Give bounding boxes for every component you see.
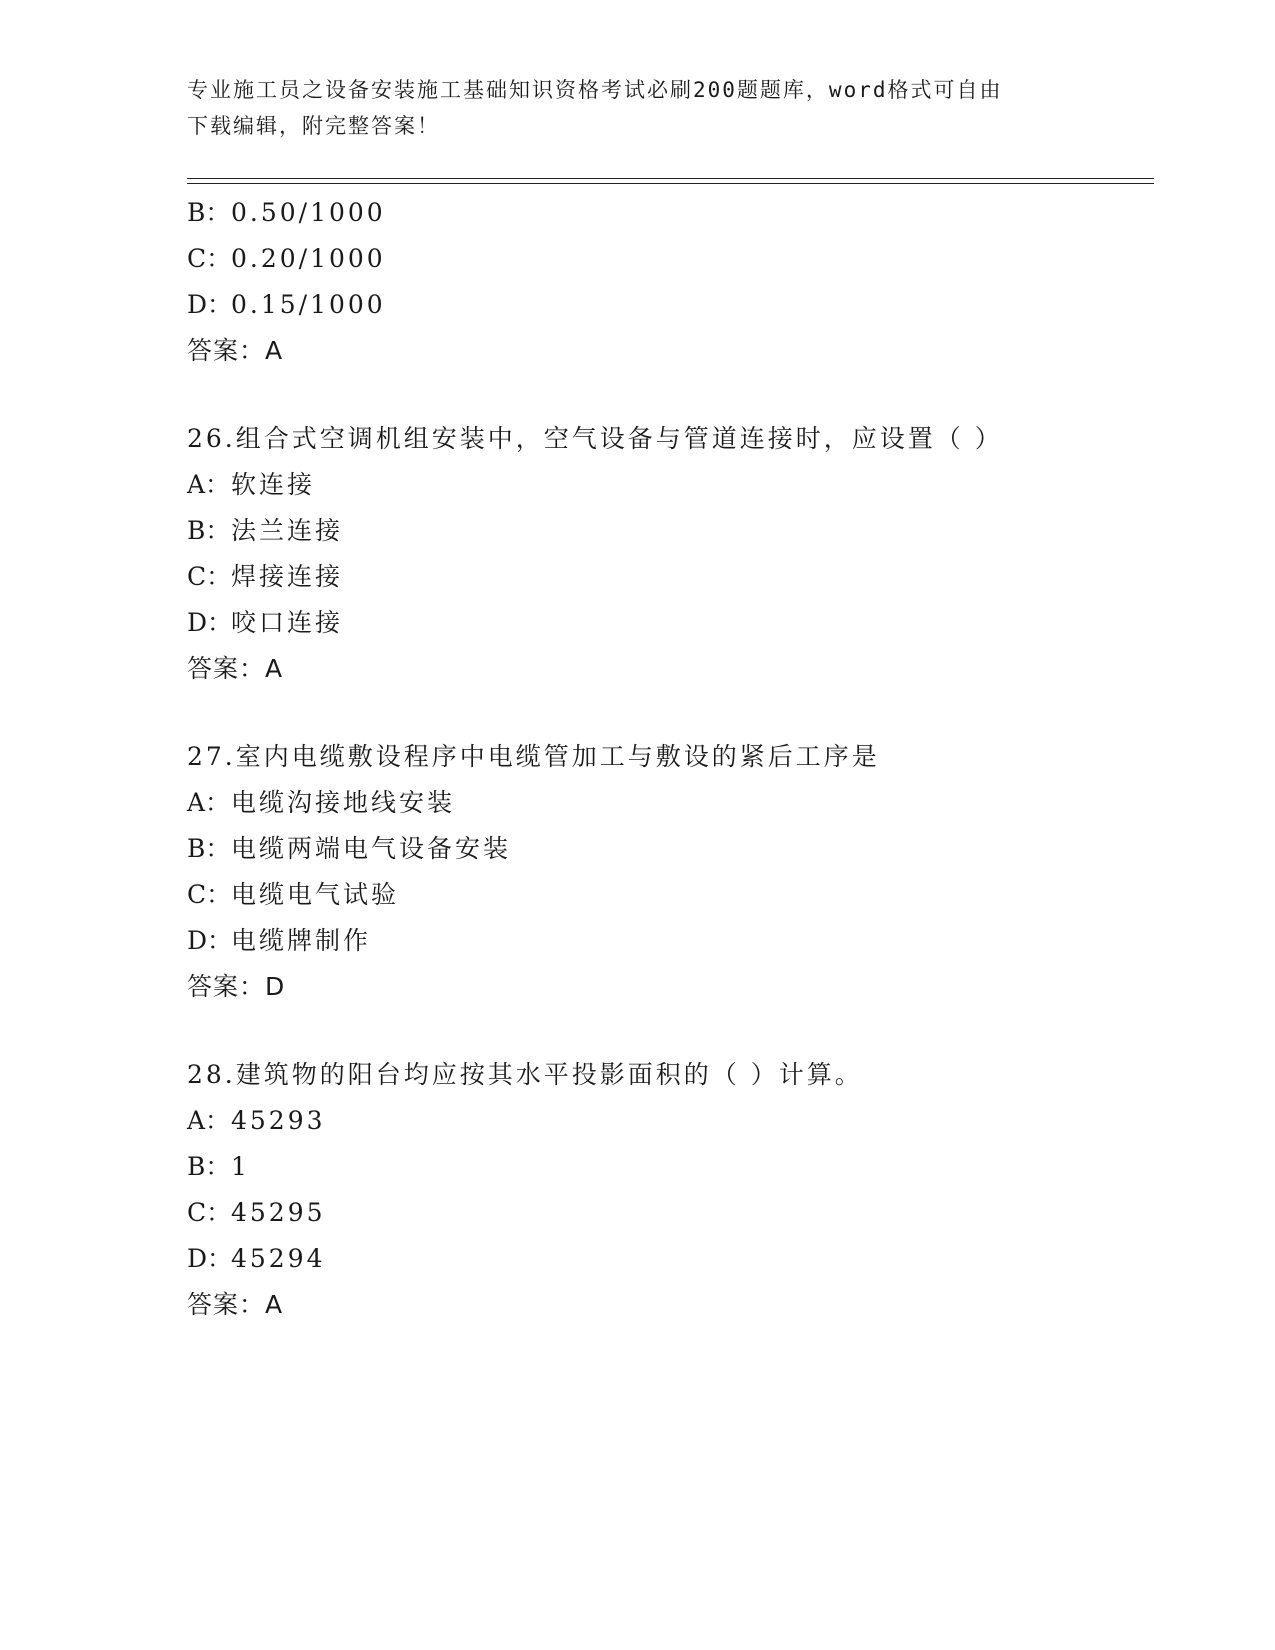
option-a: A：45293	[187, 1106, 326, 1135]
question-27	[187, 734, 1137, 1010]
header-divider-bottom	[187, 183, 1154, 184]
question-stem: 28.建筑物的阳台均应按其水平投影面积的（ ）计算。	[187, 1060, 863, 1089]
option-b: B：0.50/1000	[187, 198, 386, 227]
option-c: C：0.20/1000	[187, 244, 386, 273]
answer-line: 答案：D	[187, 972, 286, 1001]
option-d: D：电缆牌制作	[187, 926, 372, 955]
answer-line: 答案：A	[187, 336, 284, 365]
document-header	[187, 72, 1087, 144]
option-d: D：45294	[187, 1244, 326, 1273]
option-c: C：电缆电气试验	[187, 880, 400, 909]
answer-line: 答案：A	[187, 654, 284, 683]
option-d: D：0.15/1000	[187, 290, 386, 319]
question-stem: 26.组合式空调机组安装中，空气设备与管道连接时，应设置（ ）	[187, 424, 1003, 453]
header-divider-top	[187, 178, 1154, 179]
question-28	[187, 1052, 1137, 1328]
option-a: A：软连接	[187, 470, 316, 499]
option-b: B：1	[187, 1152, 250, 1181]
header-line-2: 下载编辑，附完整答案！	[187, 114, 440, 138]
header-line-1: 专业施工员之设备安装施工基础知识资格考试必刷200题题库，word格式可自由	[187, 78, 1003, 102]
question-26	[187, 416, 1137, 692]
question-content	[187, 190, 1137, 1328]
option-c: C：45295	[187, 1198, 326, 1227]
option-b: B：法兰连接	[187, 516, 344, 545]
option-b: B：电缆两端电气设备安装	[187, 834, 512, 863]
option-a: A：电缆沟接地线安装	[187, 788, 456, 817]
option-c: C：焊接连接	[187, 562, 344, 591]
previous-question-block	[187, 190, 1137, 374]
option-d: D：咬口连接	[187, 608, 344, 637]
answer-line: 答案：A	[187, 1290, 284, 1319]
question-stem: 27.室内电缆敷设程序中电缆管加工与敷设的紧后工序是	[187, 742, 880, 771]
